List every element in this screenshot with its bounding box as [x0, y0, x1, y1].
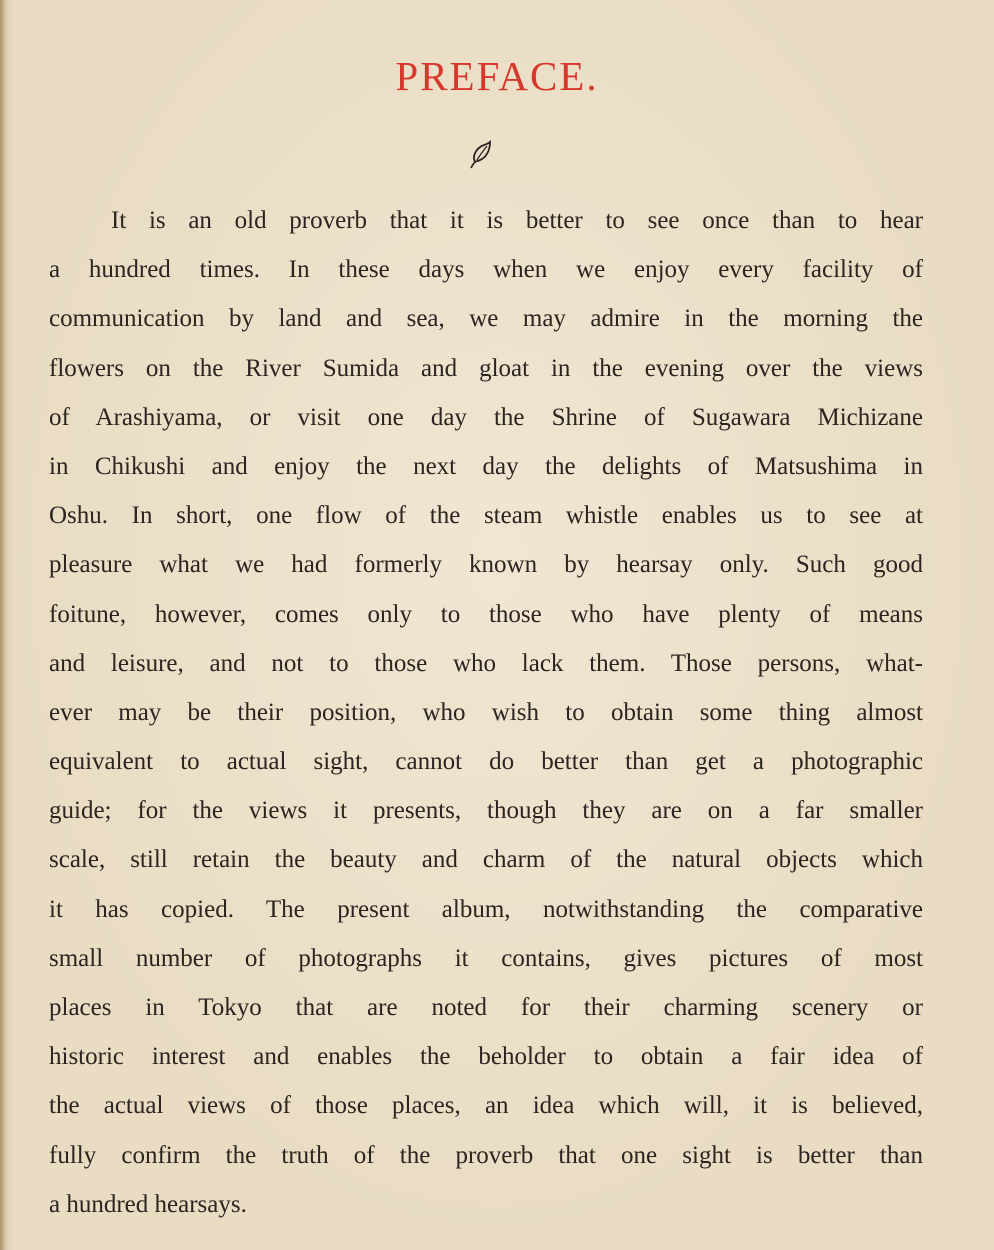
page-title: PREFACE. [395, 53, 599, 99]
text-line: Oshu. In short, one flow of the steam whistle enables us to see at [49, 502, 923, 530]
text-line: a hundred times. In these days when we enjoy every facility of [49, 256, 923, 284]
text-line: places in Tokyo that are noted for their charming scenery or [49, 994, 923, 1021]
text-line: it has copied. The present album, notwithstanding the comparative [49, 895, 923, 923]
text-line: in Chikushi and enjoy the next day the delights of Matsushima in [49, 452, 923, 480]
text-line: communication by land and sea, we may admire in the morning the [49, 305, 923, 333]
text-line: scale, still retain the beauty and charm of the natural objects which [49, 846, 923, 874]
preface-paragraph [49, 196, 923, 1229]
text-line: small number of photographs it contains, gives pictures of most [49, 944, 923, 972]
text-line: flowers on the River Sumida and gloat in the evening over the views [49, 354, 923, 382]
text-line: and leisure, and not to those who lack them. Those persons, what- [49, 649, 923, 677]
leaf-ornament-icon [468, 140, 494, 170]
page-binding-edge [0, 0, 6, 1250]
text-line: It is an old proverb that it is better to see once than to hear [111, 207, 923, 234]
text-line: equivalent to actual sight, cannot do better than get a photographic [49, 748, 923, 776]
text-line: foitune, however, comes only to those who have plenty of means [49, 600, 923, 628]
text-line: pleasure what we had formerly known by hearsay only. Such good [49, 551, 923, 579]
text-line: guide; for the views it presents, though they are on a far smaller [49, 797, 923, 825]
text-line: of Arashiyama, or visit one day the Shrine of Sugawara Michizane [49, 403, 923, 431]
text-line: the actual views of those places, an idea which will, it is believed, [49, 1092, 923, 1120]
text-line: a hundred hearsays. [49, 1190, 247, 1218]
text-line: ever may be their position, who wish to obtain some thing almost [49, 698, 923, 726]
text-line: fully confirm the truth of the proverb that one sight is better than [49, 1141, 923, 1169]
text-line: historic interest and enables the beholder to obtain a fair idea of [49, 1043, 923, 1071]
